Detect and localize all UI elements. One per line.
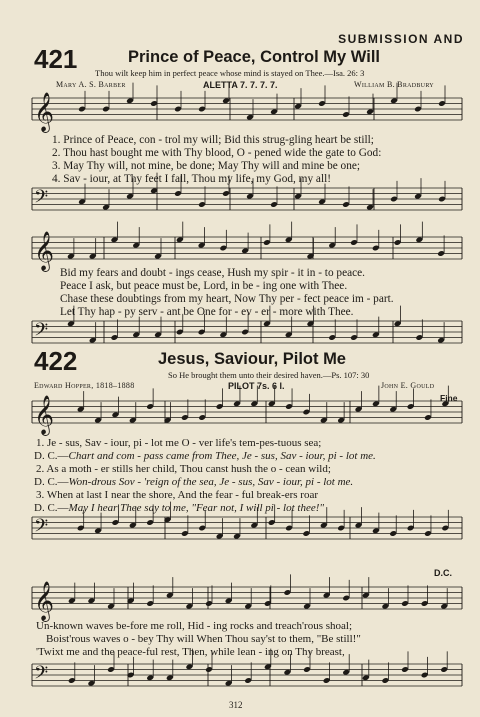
lyric-line-421-1: 1. Prince of Peace, con - trol my will; Bid this strug-gling heart be still; bbox=[52, 134, 374, 146]
staff-421-bass-1-clef: 𝄢 bbox=[34, 187, 49, 212]
dc-marking: D.C. bbox=[434, 568, 452, 578]
epigraph-421: Thou wilt keep him in perfect peace whose mind is stayed on Thee.—Isa. 26: 3 bbox=[95, 68, 365, 78]
lyric-line-422-8: Boist'rous waves o - bey Thy will When Thou say'st to them, "Be still!" bbox=[46, 633, 361, 645]
staff-422-treble-1-clef: 𝄞 bbox=[34, 395, 55, 435]
composer-421: William B. Bradbury bbox=[354, 80, 434, 89]
staff-422-bass-2-clef: 𝄢 bbox=[34, 663, 49, 688]
lyric-line-421-2: 2. Thou hast bought me with Thy blood, O - pened wide the gate to God: bbox=[52, 147, 382, 159]
epigraph-422: So He brought them unto their desired haven.—Ps. 107: 30 bbox=[168, 370, 370, 380]
fine-marking: Fine bbox=[440, 393, 458, 403]
lyric-line-421-6: Peace I ask, but peace must be, Lord, in be - ing one with Thee. bbox=[60, 280, 348, 292]
lyric-line-422-7: Un-known waves be-fore me roll, Hid - ing rocks and treach'rous shoal; bbox=[36, 620, 353, 632]
lyric-line-421-4: 4. Sav - iour, at Thy feet I fall, Thou my life, my God, my all! bbox=[52, 173, 331, 185]
author-422: Edward Hopper, 1818–1888 bbox=[34, 381, 135, 390]
staff-422-treble-2-clef: 𝄞 bbox=[34, 581, 55, 621]
staff-421-treble-1-clef: 𝄞 bbox=[34, 92, 55, 132]
lyric-line-422-2: D. C.—Chart and com - pass came from Thee, Je - sus, Sav - iour, pi - lot me. bbox=[34, 450, 376, 462]
tune-name-421: ALETTA 7. 7. 7. 7. bbox=[203, 80, 278, 90]
tune-name-422: PILOT 7s. 6 l. bbox=[228, 381, 285, 391]
staff-421-treble-2-clef: 𝄞 bbox=[34, 231, 55, 271]
lyric-line-422-5: 3. When at last I near the shore, And the fear - ful break-ers roar bbox=[36, 489, 319, 501]
lyric-line-421-7: Chase these doubtings from my heart, Now Thy per - fect peace im - part. bbox=[60, 293, 394, 305]
lyric-line-422-4: D. C.—Won-drous Sov - 'reign of the sea, Je - sus, Sav - iour, pi - lot me. bbox=[34, 476, 354, 488]
hymn-title-421: Prince of Peace, Control My Will bbox=[128, 48, 380, 66]
section-heading: SUBMISSION AND bbox=[338, 32, 464, 46]
lyric-line-421-8: Let Thy hap - py serv - ant be One for - ev - er - more with Thee. bbox=[60, 306, 354, 318]
lyric-line-422-1: 1. Je - sus, Sav - iour, pi - lot me O - ver life's tem-pes-tuous sea; bbox=[36, 437, 322, 449]
staff-422-bass-1-clef: 𝄢 bbox=[34, 516, 49, 541]
composer-422: John E. Gould bbox=[381, 381, 435, 390]
hymn-title-422: Jesus, Saviour, Pilot Me bbox=[158, 350, 346, 368]
lyric-line-421-3: 3. May Thy will, not mine, be done; May Thy will and mine be one; bbox=[52, 160, 361, 172]
staff-421-bass-2-clef: 𝄢 bbox=[34, 320, 49, 345]
lyric-line-422-9: 'Twixt me and the peace-ful rest, Then, while lean - ing on Thy breast, bbox=[36, 646, 345, 658]
author-421: Mary A. S. Barber bbox=[56, 80, 126, 89]
lyric-line-422-6: D. C.—May I hear Thee say to me, "Fear not, I will pi - lot thee!" bbox=[34, 502, 324, 514]
page-number: 312 bbox=[229, 700, 243, 710]
hymn-number-421: 421 bbox=[34, 44, 78, 74]
lyric-line-422-3: 2. As a moth - er stills her child, Thou canst hush the o - cean wild; bbox=[36, 463, 331, 475]
hymn-number-422: 422 bbox=[34, 346, 78, 376]
lyric-line-421-5: Bid my fears and doubt - ings cease, Hush my spir - it in - to peace. bbox=[60, 267, 365, 279]
